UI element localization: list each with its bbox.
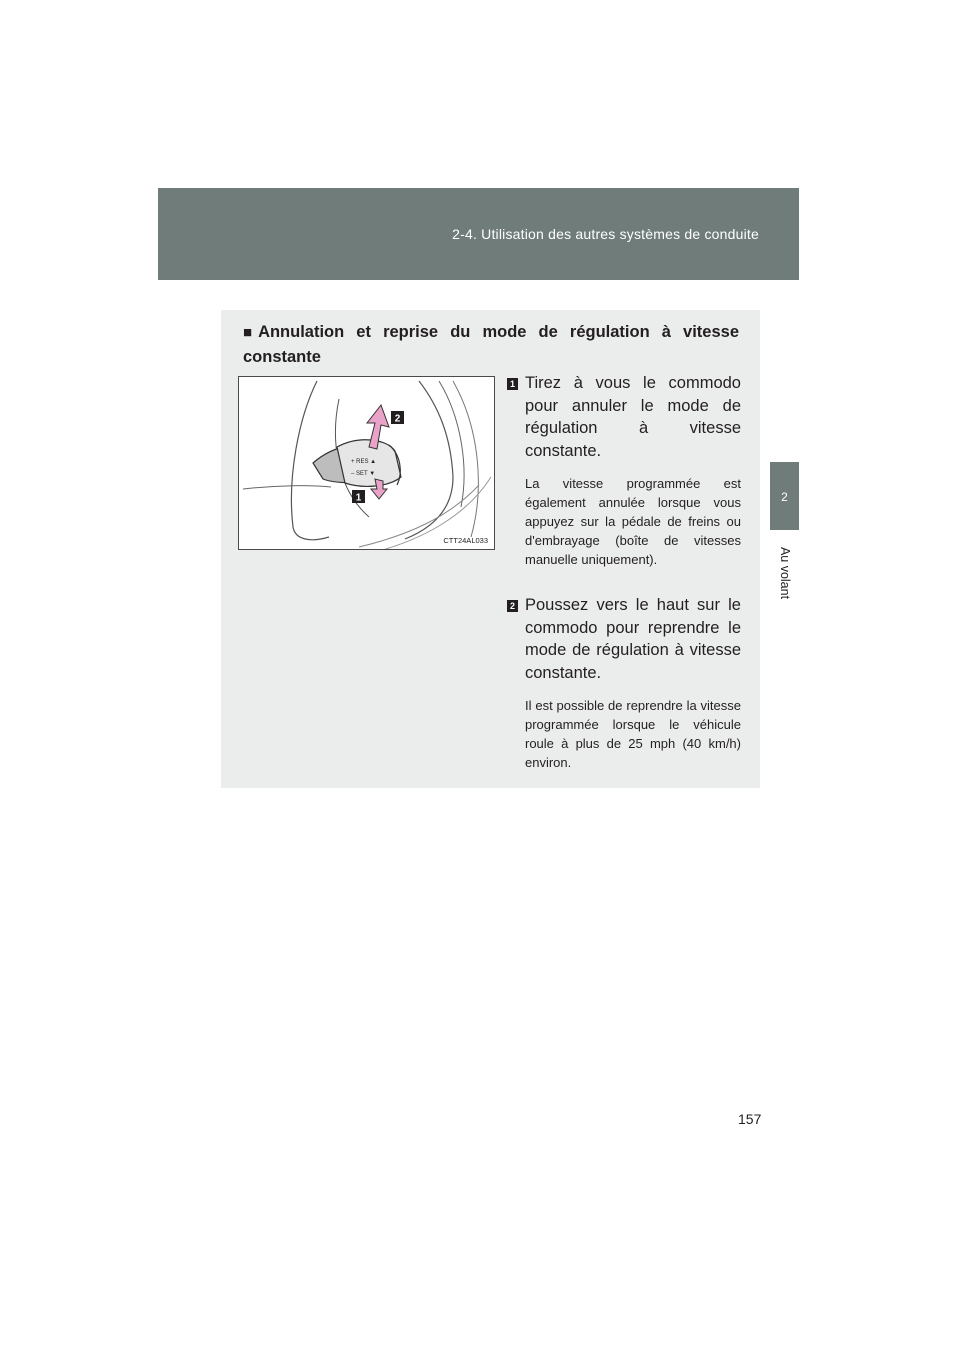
callout-2: 2	[394, 413, 401, 425]
step-1-note: La vitesse programmée est également annulée lorsque vous appuyez sur la pédale de freins ou d'embrayage (boîte de vitesses manuelle uniquement).	[525, 476, 741, 567]
step-1-badge: 1	[507, 378, 518, 390]
step-2-text: Poussez vers le haut sur le commodo pour reprendre le mode de régulation à vitesse constante.	[525, 596, 741, 682]
chapter-tab	[770, 462, 799, 530]
chapter-label	[770, 538, 799, 608]
step-2-note: Il est possible de reprendre la vitesse programmée lorsque le véhicule roule à plus de 25 mph (40 km/h) environ.	[525, 698, 741, 770]
lever-label-set: – SET ▼	[351, 471, 376, 477]
step-2	[507, 594, 741, 772]
figure-code: CTT24AL033	[443, 536, 488, 545]
step-1-text: Tirez à vous le commodo pour annuler le mode de régulation à vitesse constante.	[525, 374, 741, 460]
header-band	[158, 188, 799, 280]
steering-lever-illustration	[239, 377, 495, 550]
chapter-label-text: Au volant	[777, 546, 792, 600]
square-bullet-icon: ■	[243, 324, 253, 341]
lever-label-res: + RES ▲	[351, 459, 377, 465]
illustration	[238, 376, 495, 550]
section-title: 2-4. Utilisation des autres systèmes de conduite	[452, 226, 759, 242]
page-number: 157	[738, 1111, 762, 1127]
chapter-number: 2	[781, 490, 788, 504]
section-heading-text: Annulation et reprise du mode de régulation à vitesse constante	[243, 323, 739, 366]
step-2-badge: 2	[507, 600, 518, 612]
content-box	[221, 310, 760, 788]
callout-1: 1	[355, 492, 362, 504]
step-1	[507, 372, 741, 569]
section-heading	[243, 320, 739, 369]
